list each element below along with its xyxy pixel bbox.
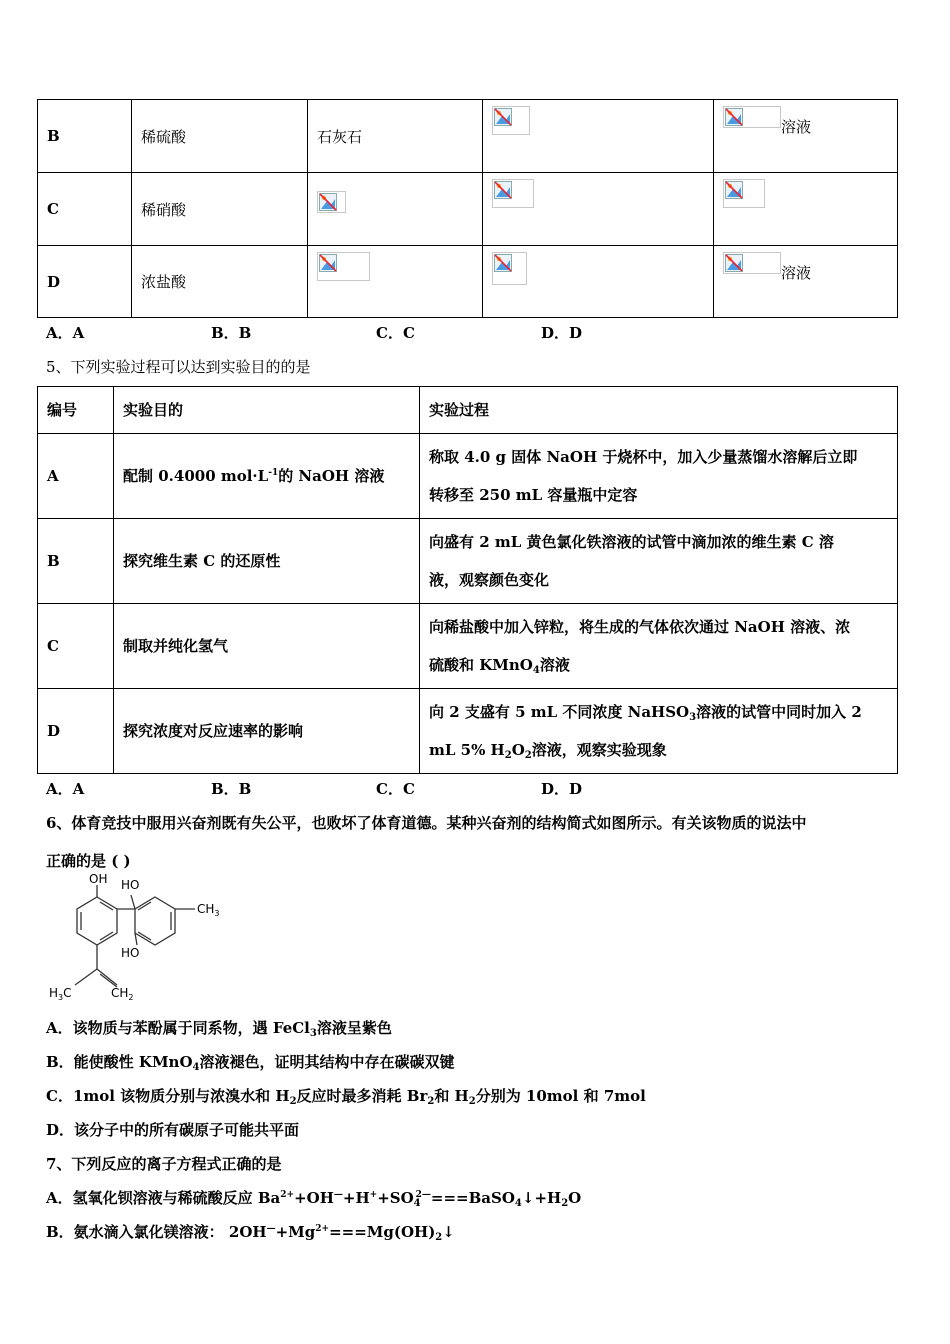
choice-a[interactable]: A．A [46, 780, 85, 798]
process-line: 转移至 250 mL 容量瓶中定容 [429, 486, 638, 504]
process-line: 向稀盐酸中加入锌粒，将生成的气体依次通过 NaOH 溶液、浓 [429, 618, 851, 636]
row-label: B [38, 519, 114, 604]
ch2-text: CH [111, 986, 129, 1000]
option-sup: — [333, 1190, 343, 1200]
q7-option-b[interactable] [46, 1221, 455, 1242]
process-line [429, 646, 888, 684]
option-text: +OH [294, 1189, 334, 1207]
option-text: B．氨水滴入氯化镁溶液： 2OH [46, 1223, 267, 1241]
ch3-sub: 3 [214, 909, 220, 918]
image-cell [308, 246, 483, 318]
option-text: C．1mol 该物质分别与浓溴水和 H [46, 1087, 290, 1105]
option-text: +H [342, 1189, 370, 1207]
option-sub: 2 [561, 1198, 569, 1209]
option-sub: 4 [192, 1062, 200, 1073]
process-cell [420, 519, 898, 604]
option-sub: 2 [289, 1096, 297, 1107]
choice-b[interactable]: B．B [211, 324, 252, 342]
option-text: A．氢氧化钡溶液与稀硫酸反应 Ba [46, 1189, 281, 1207]
ho-label-bottom: HO [121, 946, 140, 960]
q7-option-a[interactable] [46, 1187, 581, 1208]
table-header-row [38, 387, 898, 434]
choice-c[interactable]: C．C [376, 780, 415, 798]
q5-stem: 5、下列实验过程可以达到实验目的的是 [46, 358, 311, 376]
table-row [38, 173, 898, 246]
option-sub: 2 [468, 1096, 476, 1107]
acid-cell: 浓盐酸 [132, 246, 308, 318]
process-line: 液，观察颜色变化 [429, 571, 550, 589]
table-row [38, 100, 898, 173]
process-line [429, 731, 888, 769]
goal-text: 配制 0.4000 mol·L [123, 467, 269, 485]
table-row [38, 519, 898, 604]
process-cell [420, 604, 898, 689]
option-text: 溶液褪色，证明其结构中存在碳碳双键 [199, 1053, 455, 1071]
oh-label: OH [89, 873, 108, 886]
process-text: O [511, 741, 525, 759]
process-sub: 2 [504, 750, 512, 761]
process-line: 称取 4.0 g 固体 NaOH 于烧杯中，加入少量蒸馏水溶解后立即 [429, 448, 858, 466]
goal-cell: 探究浓度对反应速率的影响 [114, 689, 420, 774]
process-sub: 4 [532, 665, 540, 676]
option-text: +Mg [275, 1223, 316, 1241]
broken-image-icon [492, 179, 534, 208]
image-cell [714, 246, 898, 318]
row-label: B [38, 100, 132, 173]
image-cell [714, 173, 898, 246]
table-row [38, 434, 898, 519]
header-process: 实验过程 [420, 387, 898, 434]
row-label: C [38, 604, 114, 689]
solution-suffix: 溶液 [781, 264, 812, 282]
experiment-table [37, 386, 898, 774]
h3c-h: H [49, 986, 59, 1000]
option-sup: + [369, 1190, 378, 1200]
option-text: O [568, 1189, 582, 1207]
option-text: 和 H [434, 1087, 469, 1105]
acid-cell: 稀硝酸 [132, 173, 308, 246]
h3c-sub: 3 [58, 993, 64, 1002]
row-label: C [38, 173, 132, 246]
option-text: ↓ [442, 1223, 455, 1241]
option-text: ===Mg(OH) [329, 1223, 436, 1241]
broken-image-icon [317, 252, 370, 281]
broken-image-icon [723, 106, 781, 128]
reagent-table [37, 99, 898, 318]
process-text: 溶液的试管中同时加入 2 [696, 703, 862, 721]
option-sup: 2+ [280, 1190, 295, 1200]
molecule-structure [45, 873, 235, 1005]
q6-stem-line2: 正确的是 ( ) [46, 852, 131, 870]
option-text: A．该物质与苯酚属于同系物，遇 FeCl [46, 1019, 310, 1037]
image-cell [483, 100, 714, 173]
process-cell [420, 434, 898, 519]
image-cell [483, 173, 714, 246]
broken-image-icon [492, 252, 527, 285]
q6-stem-line1: 6、体育竞技中服用兴奋剂既有失公平，也败坏了体育道德。某种兴奋剂的结构简式如图所示。有关该物质的说法中 [46, 814, 807, 832]
choice-c[interactable]: C．C [376, 324, 415, 342]
goal-sup: -1 [268, 468, 279, 478]
h3c-c: C [63, 986, 72, 1000]
option-sub: 4 [413, 1198, 421, 1209]
ch2-label [111, 986, 134, 1002]
image-cell [308, 173, 483, 246]
ch2-sub: 2 [128, 993, 134, 1002]
option-sup: 2+ [315, 1224, 330, 1234]
option-text: B．能使酸性 KMnO [46, 1053, 193, 1071]
broken-image-icon [723, 252, 781, 274]
option-text: 分别为 10mol 和 7mol [475, 1087, 646, 1105]
h3c-label [49, 986, 72, 1002]
header-goal: 实验目的 [114, 387, 420, 434]
option-text: ↓+H [521, 1189, 562, 1207]
broken-image-icon [723, 179, 765, 208]
process-text: mL 5% H [429, 741, 505, 759]
goal-text-end: 的 NaOH 溶液 [278, 467, 385, 485]
option-sub: 4 [514, 1198, 522, 1209]
q6-option-a[interactable] [46, 1017, 392, 1038]
option-sub: 2 [427, 1096, 435, 1107]
choice-d[interactable]: D．D [541, 780, 583, 798]
table-row [38, 246, 898, 318]
process-line: 向盛有 2 mL 黄色氯化铁溶液的试管中滴加浓的维生素 C 溶 [429, 533, 834, 551]
q6-option-c[interactable] [46, 1085, 646, 1106]
solution-suffix: 溶液 [781, 118, 812, 136]
image-cell [483, 246, 714, 318]
ho-label-top: HO [121, 878, 140, 892]
process-text: 溶液 [539, 656, 570, 674]
option-text: 溶液呈紫色 [316, 1019, 392, 1037]
process-sub: 2 [524, 750, 532, 761]
q6-option-b[interactable] [46, 1051, 455, 1072]
goal-cell [114, 434, 420, 519]
process-line [429, 693, 888, 731]
q7-stem: 7、下列反应的离子方程式正确的是 [46, 1155, 282, 1173]
broken-image-icon [317, 191, 346, 213]
row-label: D [38, 689, 114, 774]
process-text: 硫酸和 KMnO [429, 656, 533, 674]
process-cell [420, 689, 898, 774]
goal-cell: 探究维生素 C 的还原性 [114, 519, 420, 604]
process-text: 向 2 支盛有 5 mL 不同浓度 NaHSO [429, 703, 690, 721]
option-sub: 2 [435, 1232, 443, 1243]
option-sub: 3 [309, 1028, 317, 1039]
row-label: A [38, 434, 114, 519]
table-row [38, 604, 898, 689]
option-sup: — [266, 1224, 276, 1234]
solid-cell: 石灰石 [308, 100, 483, 173]
row-label: D [38, 246, 132, 318]
choice-d[interactable]: D．D [541, 324, 583, 342]
option-text: +SO [377, 1189, 414, 1207]
option-text: ===BaSO [430, 1189, 515, 1207]
ch3-text: CH [197, 902, 215, 916]
goal-cell: 制取并纯化氢气 [114, 604, 420, 689]
process-sub: 3 [689, 712, 697, 723]
broken-image-icon [492, 106, 530, 135]
bond-lines [75, 885, 195, 987]
process-text: 溶液，观察实验现象 [531, 741, 667, 759]
option-text: 反应时最多消耗 Br [296, 1087, 428, 1105]
choice-b[interactable]: B．B [211, 780, 252, 798]
acid-cell: 稀硫酸 [132, 100, 308, 173]
option-sup: 2— [415, 1190, 431, 1200]
image-cell [714, 100, 898, 173]
q6-option-d[interactable]: D．该分子中的所有碳原子可能共平面 [46, 1121, 300, 1139]
header-id: 编号 [38, 387, 114, 434]
table-row [38, 689, 898, 774]
ch3-label [197, 902, 220, 918]
choice-a[interactable]: A．A [46, 324, 85, 342]
